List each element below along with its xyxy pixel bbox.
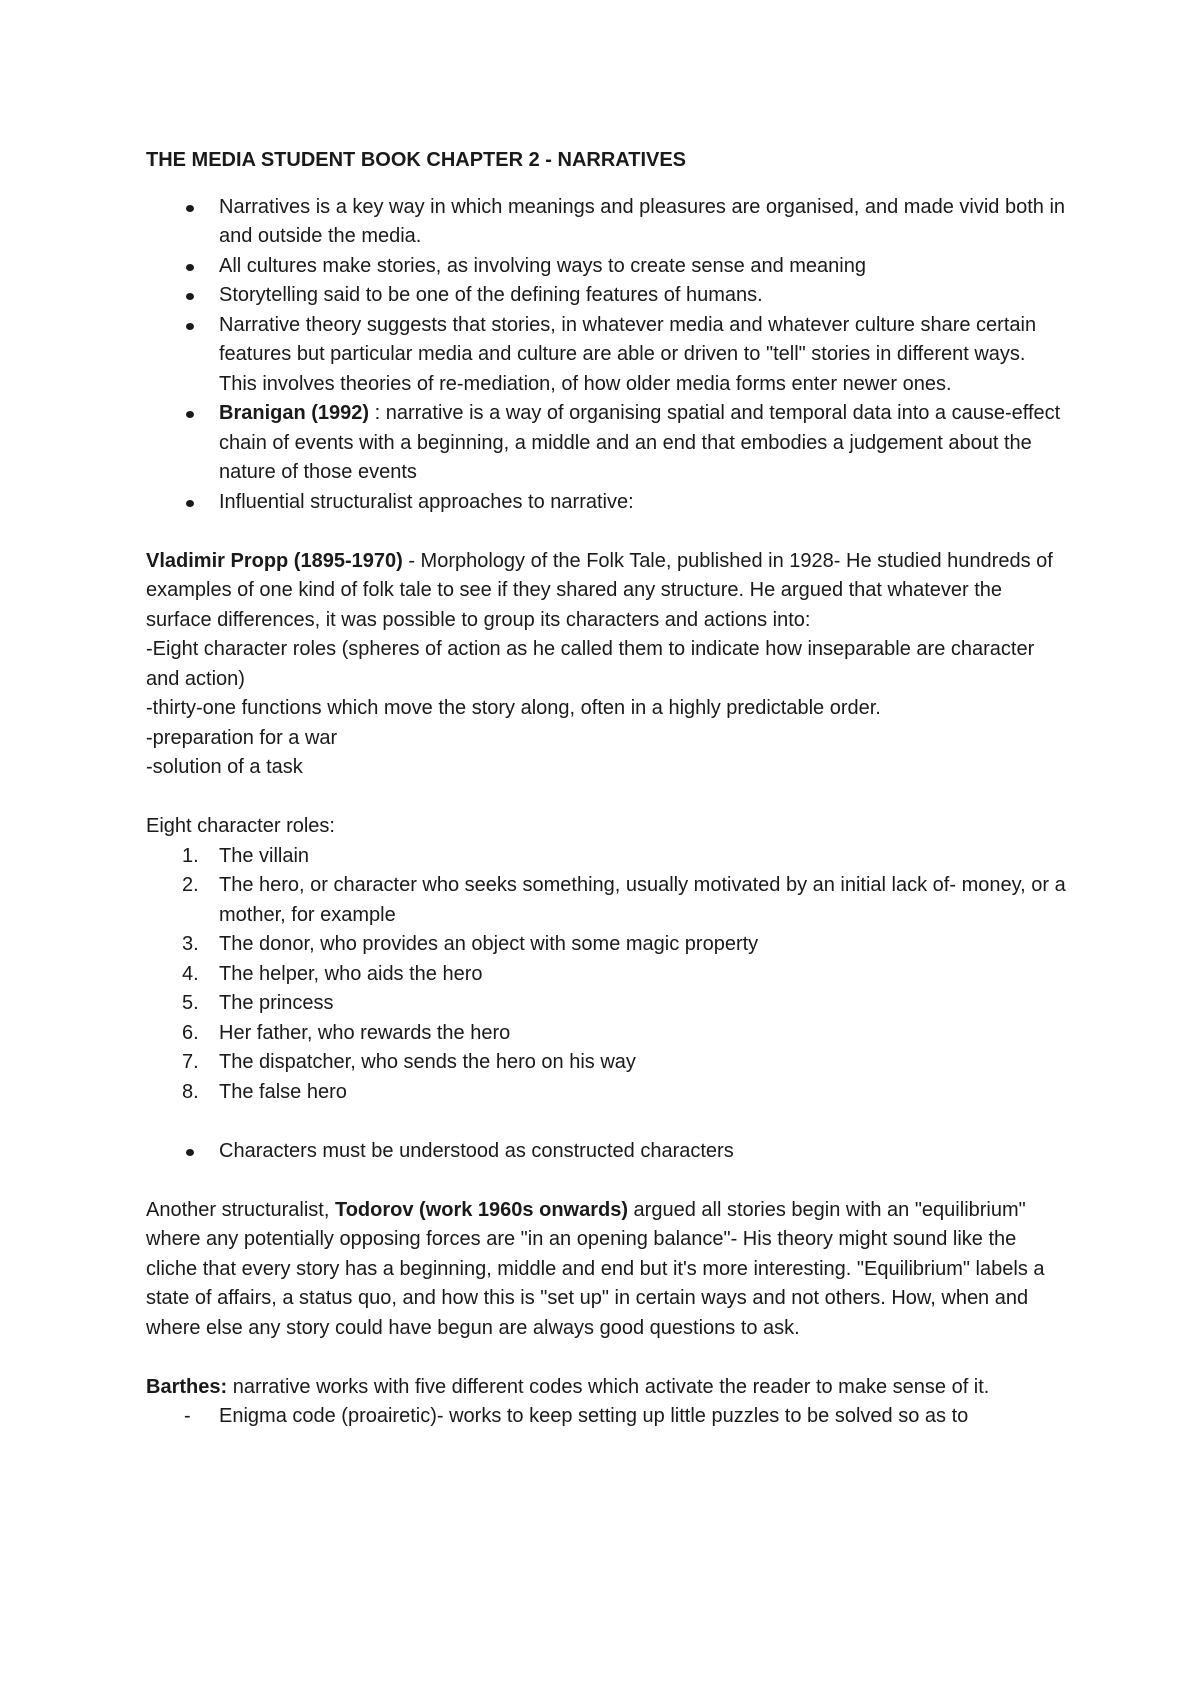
list-item: 3. The donor, who provides an object with some magic property bbox=[182, 933, 759, 955]
propp-line: -solution of a task bbox=[146, 756, 303, 778]
dash-icon: - bbox=[184, 1405, 191, 1427]
document-page bbox=[146, 146, 1066, 1432]
propp-line: -Eight character roles (spheres of action as he called them to indicate how inseparable are character and action) bbox=[146, 638, 1035, 690]
bullet-icon bbox=[186, 1149, 194, 1156]
list-item: All cultures make stories, as involving ways to create sense and meaning bbox=[146, 252, 1066, 282]
list-item: 6. Her father, who rewards the hero bbox=[182, 1021, 511, 1044]
document-title: THE MEDIA STUDENT BOOK CHAPTER 2 - NARRATIVES bbox=[146, 149, 687, 171]
list-item: Storytelling said to be one of the defining features of humans. bbox=[146, 281, 1066, 311]
propp-line: -preparation for a war bbox=[146, 726, 338, 749]
todorov-paragraph: Another structuralist, Todorov (work 1960s onwards) argued all stories begin with an "equilibrium" where any potentially opposing forces are "in an opening balance"- His theory might sound like the cliche that every story has a beginning, middle and end but it's more interesting. "Equilibrium" labels a state of affairs, a status quo, and how this is "set up" in certain ways and not others. How, when and where else any story could have begun are always good questions to ask. bbox=[146, 1198, 1045, 1339]
roles-heading: Eight character roles: bbox=[146, 815, 335, 837]
bullet-icon bbox=[186, 323, 194, 330]
bullet-icon bbox=[186, 411, 194, 418]
list-item: - Enigma code (proairetic)- works to keep setting up little puzzles to be solved so as to bbox=[146, 1402, 1066, 1432]
list-item: Narrative theory suggests that stories, in whatever media and whatever culture share certain features but particular media and culture are able or driven to "tell" stories in different ways. This involves theories of re-mediation, of how older media forms enter newer ones. bbox=[146, 311, 1066, 400]
bullet-icon bbox=[186, 293, 194, 300]
propp-heading: Vladimir Propp (1895-1970) bbox=[146, 549, 403, 572]
list-item: 2. The hero, or character who seeks something, usually motivated by an initial lack of- money, or a mother, for example bbox=[182, 874, 1066, 926]
todorov-heading: Todorov (work 1960s onwards) bbox=[334, 1198, 628, 1221]
branigan-name: Branigan (1992) bbox=[219, 402, 370, 424]
bullet-icon bbox=[186, 205, 194, 212]
list-item: Narratives is a key way in which meanings and pleasures are organised, and made vivid both in and outside the media. bbox=[146, 193, 1066, 252]
propp-paragraph: Vladimir Propp (1895-1970) - Morphology of the Folk Tale, published in 1928- He studied hundreds of examples of one kind of folk tale to see if they shared any structure. He argued that whatever the surface differences, it was possible to group its characters and actions into: bbox=[146, 549, 1053, 631]
list-item: 5. The princess bbox=[182, 992, 334, 1014]
list-item: Characters must be understood as constructed characters bbox=[146, 1137, 1066, 1167]
bullet-icon bbox=[186, 264, 194, 271]
list-item: 8. The false hero bbox=[182, 1080, 347, 1103]
barthes-heading: Barthes: bbox=[146, 1375, 228, 1398]
list-item: 1. The villain bbox=[182, 844, 310, 867]
roles-numbered-list bbox=[146, 842, 1066, 1108]
list-item: 4. The helper, who aids the hero bbox=[182, 962, 483, 985]
list-item: Influential structuralist approaches to narrative: bbox=[146, 488, 1066, 518]
intro-bullet-list bbox=[146, 193, 1066, 518]
barthes-code-list bbox=[146, 1402, 1066, 1432]
roles-note-list bbox=[146, 1137, 1066, 1167]
barthes-paragraph: Barthes: narrative works with five different codes which activate the reader to make sense of it. bbox=[146, 1375, 990, 1398]
list-item: Branigan (1992) : narrative is a way of organising spatial and temporal data into a cause-effect chain of events with a beginning, a middle and an end that embodies a judgement about the nature of those events bbox=[146, 399, 1066, 488]
list-item: 7. The dispatcher, who sends the hero on his way bbox=[182, 1051, 636, 1073]
bullet-icon bbox=[186, 500, 194, 507]
propp-line: -thirty-one functions which move the story along, often in a highly predictable order. bbox=[146, 697, 881, 719]
